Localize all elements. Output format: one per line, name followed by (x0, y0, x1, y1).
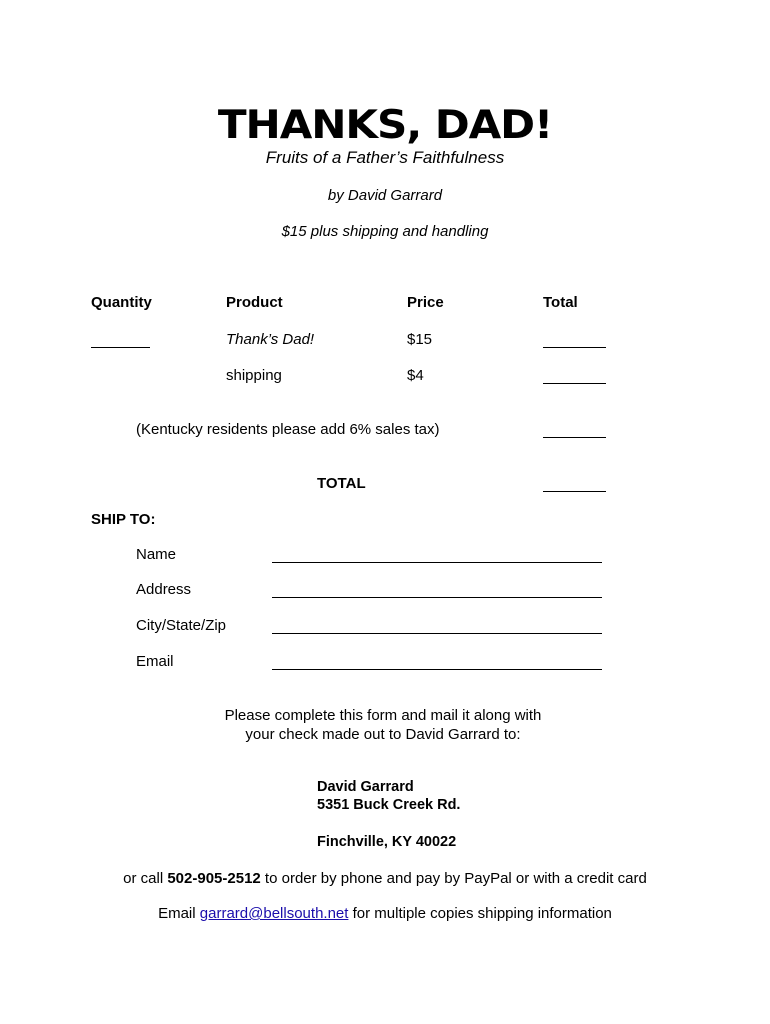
address-street: 5351 Buck Creek Rd. (317, 797, 461, 813)
quantity-blank[interactable] (91, 346, 150, 348)
instructions-line-2: your check made out to David Garrard to: (245, 726, 521, 743)
email-field[interactable] (272, 668, 602, 670)
call-prefix: or call (123, 870, 168, 887)
email-link[interactable]: garrard@bellsouth.net (199, 905, 349, 922)
price-cell: $15 (407, 331, 433, 348)
column-header-product: Product (226, 294, 283, 311)
ship-field-label-city: City/State/Zip (136, 617, 227, 634)
city-state-zip-field[interactable] (272, 632, 602, 634)
phone-order-line (0, 870, 770, 887)
total-blank-grand[interactable] (543, 490, 606, 492)
total-blank-book[interactable] (543, 346, 606, 348)
address-field[interactable] (272, 596, 602, 598)
ship-field-label-email: Email (136, 653, 174, 670)
page-subtitle: Fruits of a Father’s Faithfulness (265, 148, 505, 167)
total-label: TOTAL (317, 475, 366, 492)
phone-number[interactable]: 502-905-2512 (167, 870, 261, 887)
email-suffix: for multiple copies shipping information (348, 905, 612, 922)
ship-field-label-address: Address (136, 581, 192, 598)
price-cell-shipping: $4 (407, 367, 424, 384)
column-header-quantity: Quantity (91, 294, 152, 311)
ship-to-heading: SHIP TO: (91, 511, 156, 528)
product-cell-shipping: shipping (226, 367, 282, 384)
author-line: by David Garrard (327, 187, 443, 204)
email-line (0, 905, 770, 922)
tax-note: (Kentucky residents please add 6% sales tax) (136, 421, 440, 438)
column-header-total: Total (543, 294, 578, 311)
column-header-price: Price (407, 294, 444, 311)
address-name: David Garrard (317, 779, 414, 795)
product-cell: Thank’s Dad! (226, 331, 315, 348)
page-title: THANKS, DAD! (217, 103, 553, 148)
call-suffix: to order by phone and pay by PayPal or with a credit card (260, 870, 647, 887)
price-line: $15 plus shipping and handling (281, 223, 489, 240)
instructions-line-1: Please complete this form and mail it along with (224, 707, 542, 724)
email-prefix: Email (158, 905, 200, 922)
ship-field-label-name: Name (136, 546, 177, 563)
total-blank-shipping[interactable] (543, 382, 606, 384)
address-city: Finchville, KY 40022 (317, 834, 457, 850)
name-field[interactable] (272, 561, 602, 563)
total-blank-tax[interactable] (543, 436, 606, 438)
